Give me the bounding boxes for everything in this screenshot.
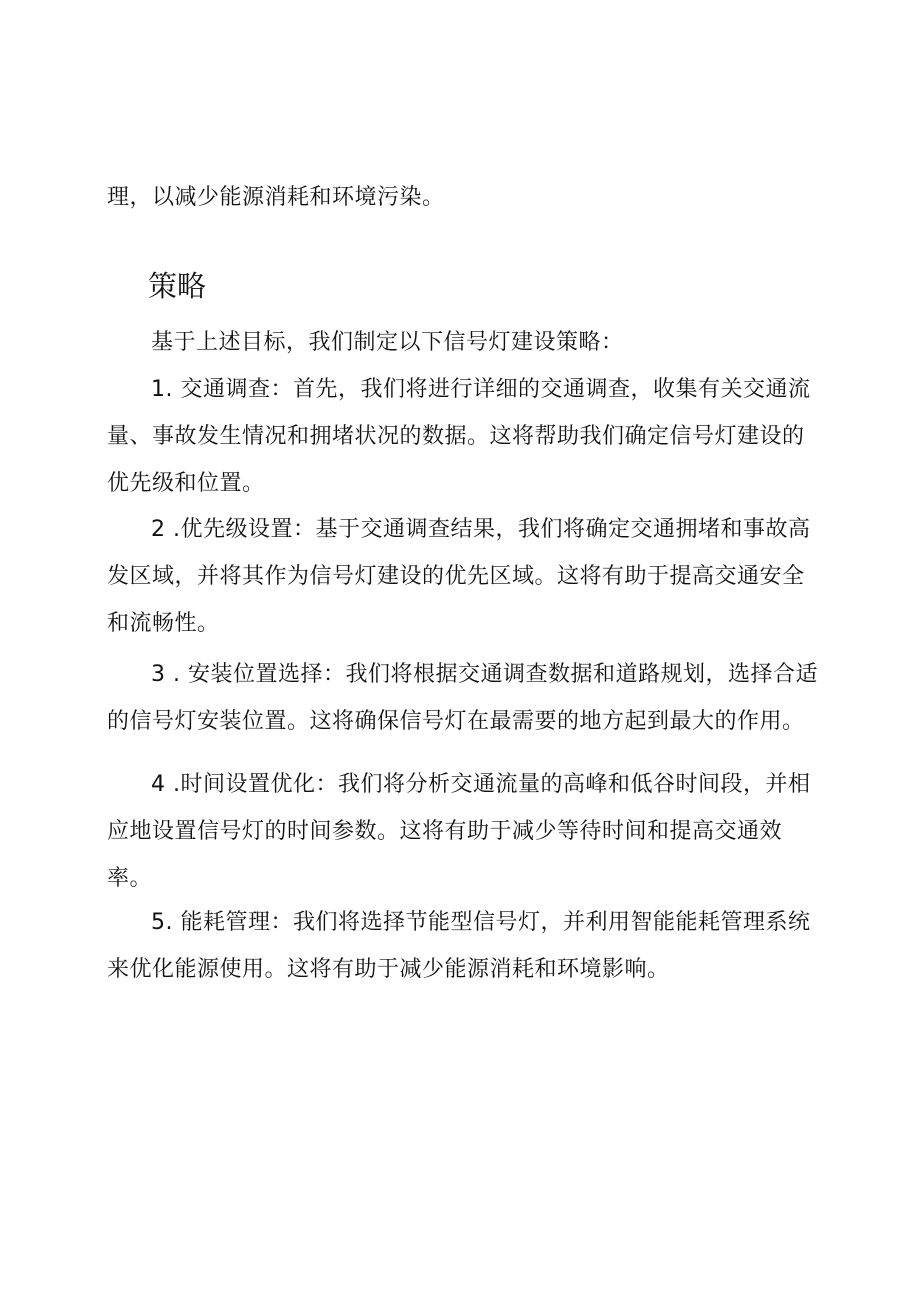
continuation-paragraph: 理，以减少能源消耗和环境污染。 xyxy=(107,185,445,210)
strategy-item-3: 3 . 安装位置选择：我们将根据交通调查数据和道路规划，选择合适的信号灯安装位置。这将确保信号灯在最需要的地方起到最大的作用。 xyxy=(107,662,818,734)
strategy-item-1: 1. 交通调查：首先，我们将进行详细的交通调查，收集有关交通流量、事故发生情况和拥堵状况的数据。这将帮助我们确定信号灯建设的优先级和位置。 xyxy=(107,377,811,496)
intro-paragraph: 基于上述目标，我们制定以下信号灯建设策略： xyxy=(151,330,624,355)
strategy-item-4: 4 .时间设置优化：我们将分析交通流量的高峰和低谷时间段，并相应地设置信号灯的时间参数。这将有助于减少等待时间和提高交通效率。 xyxy=(107,772,811,891)
section-heading: 策略 xyxy=(148,269,207,303)
strategy-item-5: 5. 能耗管理：我们将选择节能型信号灯，并利用智能能耗管理系统来优化能源使用。这将有助于减少能源消耗和环境影响。 xyxy=(107,910,811,982)
strategy-item-2: 2 .优先级设置：基于交通调查结果，我们将确定交通拥堵和事故高发区域，并将其作为信号灯建设的优先区域。这将有助于提高交通安全和流畅性。 xyxy=(107,517,811,636)
